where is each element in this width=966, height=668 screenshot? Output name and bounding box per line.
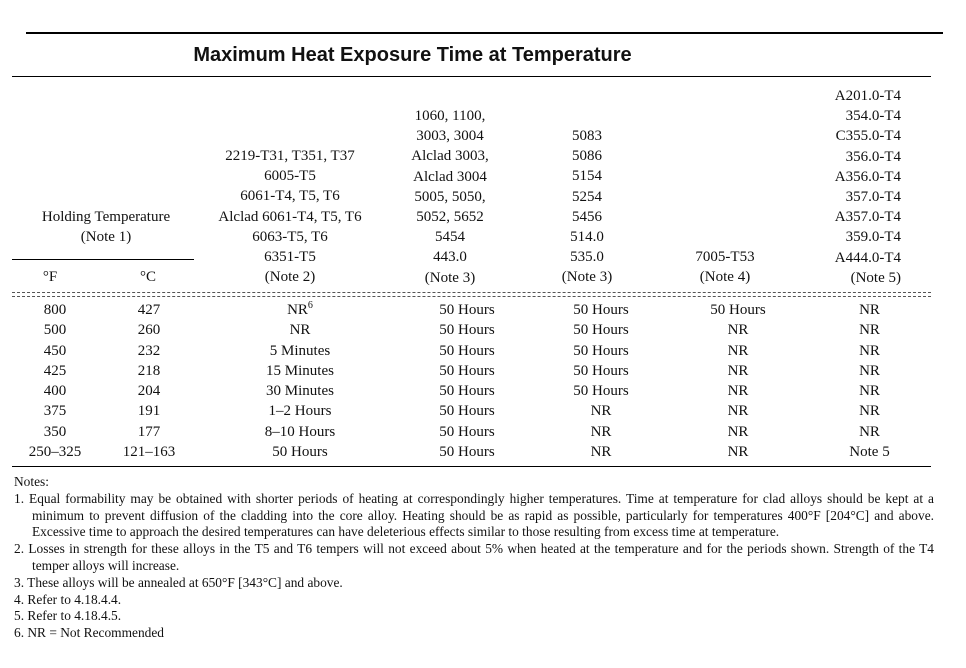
header-col-7005: 7005-T53 (Note 4) xyxy=(695,249,755,286)
table-title: Maximum Heat Exposure Time at Temperature xyxy=(193,44,632,66)
cell-7005: NR xyxy=(727,362,749,379)
cell-7005: NR xyxy=(727,444,749,461)
note-item: 2. Losses in strength for these alloys in the T5 and T6 tempers will not exceed about 5% when heated at the temperature and for the periods shown. Strength of the T4 temper alloys will increase. xyxy=(14,541,934,573)
header-col-2219: 2219-T31, T351, T37 6005-T5 6061-T4, T5, T6 Alclad 6061-T4, T5, T6 6063-T5, T6 6351-T5 (Note 2) xyxy=(218,148,362,286)
table-row xyxy=(12,361,931,381)
cell-a201: NR xyxy=(859,383,880,400)
cell-temp-f: 500 xyxy=(43,322,67,339)
cell-5083: 50 Hours xyxy=(573,302,629,318)
note-item: 4. Refer to 4.18.4.4. xyxy=(14,591,122,607)
data-table xyxy=(12,300,931,462)
header-col-1060: 1060, 1100, 3003, 3004 Alclad 3003, Alclad 3004 5005, 5050, 5052, 5652 5454 443.0 (Note 3) xyxy=(411,108,489,286)
cell-temp-c: 191 xyxy=(137,403,161,420)
cell-2219: 30 Minutes xyxy=(266,383,334,400)
cell-7005: NR xyxy=(727,403,749,420)
cell-temp-c: 232 xyxy=(137,342,161,359)
cell-7005: 50 Hours xyxy=(710,302,766,318)
top-rule xyxy=(26,32,943,34)
header-separator-top xyxy=(12,292,931,293)
cell-5083: NR xyxy=(590,403,612,420)
cell-1060: 50 Hours xyxy=(439,383,495,400)
cell-7005: NR xyxy=(727,423,749,440)
cell-5083: 50 Hours xyxy=(573,322,629,339)
cell-temp-c: 260 xyxy=(137,322,161,339)
note-item: 6. NR = Not Recommended xyxy=(14,625,164,641)
notes-section xyxy=(14,474,934,642)
cell-a201: NR xyxy=(859,362,880,379)
header-unit-f: °F xyxy=(42,269,58,285)
header-unit-c: °C xyxy=(139,269,156,285)
cell-temp-c: 177 xyxy=(137,423,161,440)
cell-1060: 50 Hours xyxy=(439,423,495,440)
cell-2219: 15 Minutes xyxy=(266,362,334,379)
cell-1060: 50 Hours xyxy=(439,302,495,318)
cell-2219: 50 Hours xyxy=(272,444,328,461)
cell-temp-f: 800 xyxy=(43,302,67,318)
cell-2219: $NR^6$ xyxy=(287,300,313,318)
note-item: 5. Refer to 4.18.4.5. xyxy=(14,608,122,624)
header-col-a201: A201.0-T4 354.0-T4 C355.0-T4 356.0-T4 A356.0-T4 357.0-T4 A357.0-T4 359.0-T4 A444.0-T4 (Note 5) xyxy=(834,88,901,286)
cell-7005: NR xyxy=(727,383,749,400)
cell-5083: 50 Hours xyxy=(573,383,629,400)
table-row xyxy=(12,401,931,421)
cell-a201: NR xyxy=(859,423,880,440)
cell-temp-f: 450 xyxy=(43,342,67,359)
table-bottom-rule xyxy=(12,466,931,467)
cell-temp-f: 375 xyxy=(43,403,67,420)
cell-5083: 50 Hours xyxy=(573,362,629,379)
cell-a201: NR xyxy=(859,322,880,339)
cell-temp-f: 350 xyxy=(43,423,67,440)
cell-1060: 50 Hours xyxy=(439,362,495,379)
cell-temp-c: 427 xyxy=(137,302,161,318)
cell-5083: NR xyxy=(590,444,612,461)
cell-2219: 5 Minutes xyxy=(269,342,331,359)
cell-1060: 50 Hours xyxy=(439,342,495,359)
cell-7005: NR xyxy=(727,342,749,359)
cell-2219: 8–10 Hours xyxy=(264,423,336,440)
cell-temp-f: 250–325 xyxy=(28,444,82,461)
header-col-5083: 5083 5086 5154 5254 5456 514.0 535.0 (Note 3) xyxy=(561,128,613,286)
table-row xyxy=(12,442,931,462)
note-item: 3. These alloys will be annealed at 650°F [343°C] and above. xyxy=(14,574,343,590)
notes-heading: Notes: xyxy=(14,474,49,489)
title-rule xyxy=(12,76,931,77)
header-separator-bottom xyxy=(12,296,931,297)
cell-temp-f: 400 xyxy=(43,383,67,400)
cell-a201: NR xyxy=(859,342,880,359)
cell-a201: NR xyxy=(859,403,880,420)
cell-1060: 50 Hours xyxy=(439,444,495,461)
cell-5083: NR xyxy=(590,423,612,440)
note-item: 1. Equal formability may be obtained with shorter periods of heating at correspondingly higher temperatures. Time at temperature for clad alloys should be kept at a minimum to prevent diffusion of the cladding into the core alloy. Heating should be as rapid as possible, particularly for temperatures 400°F [204°C] and above. Excessive time to approach the desired temperatures can have deleterious effects similar to those resulting from excess time at temperature. xyxy=(14,490,934,540)
cell-a201: Note 5 xyxy=(849,444,890,461)
cell-1060: 50 Hours xyxy=(439,403,495,420)
table-row xyxy=(12,300,931,320)
cell-temp-c: 204 xyxy=(137,383,161,400)
cell-a201: NR xyxy=(859,302,880,318)
cell-7005: NR xyxy=(727,322,749,339)
cell-temp-f: 425 xyxy=(43,362,67,379)
table-row xyxy=(12,422,931,442)
cell-2219: NR xyxy=(289,322,311,339)
table-row xyxy=(12,381,931,401)
table-row xyxy=(12,320,931,340)
cell-5083: 50 Hours xyxy=(573,342,629,359)
cell-temp-c: 121–163 xyxy=(122,444,176,461)
header-holding-temperature: Holding Temperature (Note 1) xyxy=(41,209,171,246)
cell-2219: 1–2 Hours xyxy=(268,403,332,420)
cell-temp-c: 218 xyxy=(137,362,161,379)
footnote-marker: 6 xyxy=(307,300,313,311)
table-row xyxy=(12,341,931,361)
holding-temperature-rule xyxy=(12,259,194,260)
cell-1060: 50 Hours xyxy=(439,322,495,339)
